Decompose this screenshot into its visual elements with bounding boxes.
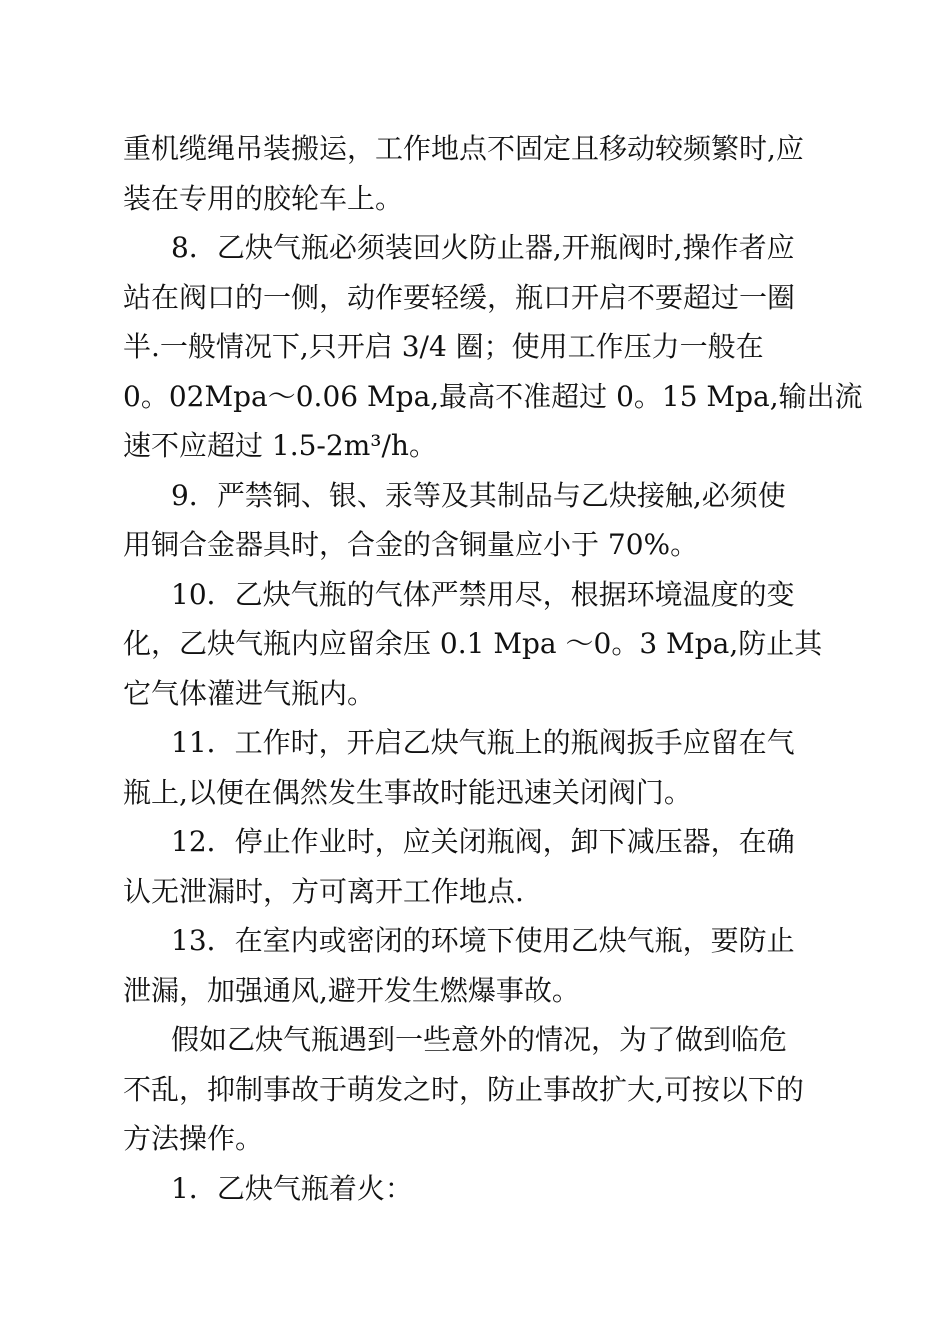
text-line: 9．严禁铜、银、汞等及其制品与乙炔接触,必须使: [171, 478, 786, 512]
text-line: 假如乙炔气瓶遇到一些意外的情况，为了做到临危: [171, 1023, 788, 1056]
paragraph-item-10: [123, 570, 833, 719]
text-line: 用铜合金器具时，合金的含铜量应小于 70%。: [123, 528, 699, 561]
text-line: 半.一般情况下,只开启 3/4 圈；使用工作压力一般在: [123, 330, 764, 363]
text-line: 8．乙炔气瓶必须装回火防止器,开瓶阀时,操作者应: [171, 231, 795, 264]
paragraph-item-8: [123, 223, 863, 471]
text-line: 不乱，抑制事故于萌发之时，防止事故扩大,可按以下的: [123, 1072, 804, 1106]
paragraph-item-12: [123, 817, 833, 916]
paragraph-item-9: [123, 471, 833, 570]
text-line: 方法操作。: [123, 1122, 264, 1155]
paragraph-item-11: [123, 718, 833, 817]
paragraph-subheading-fire: [123, 1164, 833, 1214]
text-line: 瓶上,以便在偶然发生事故时能迅速关闭阀门。: [123, 775, 692, 809]
text-line: 化，乙炔气瓶内应留余压 0.1 Mpa ～0。3 Mpa,防止其: [123, 627, 823, 660]
text-line: 速不应超过 1.5-2m³/h。: [123, 429, 437, 462]
text-line: 重机缆绳吊装搬运，工作地点不固定且移动较频繁时,应: [123, 132, 804, 165]
text-line: 站在阀口的一侧，动作要轻缓，瓶口开启不要超过一圈: [123, 280, 796, 314]
paragraph-continuation: [123, 124, 833, 223]
text-line: 10．乙炔气瓶的气体严禁用尽，根据环境温度的变: [171, 577, 795, 611]
paragraph-intro-emergency: [123, 1015, 833, 1164]
paragraph-item-13: [123, 916, 833, 1015]
text-line: 1．乙炔气瓶着火：: [171, 1171, 413, 1205]
text-line: 它气体灌进气瓶内。: [123, 676, 376, 710]
text-line: 0。02Mpa～0.06 Mpa,最高不准超过 0。15 Mpa,输出流: [123, 379, 863, 413]
text-line: 11．工作时，开启乙炔气瓶上的瓶阀扳手应留在气: [171, 726, 795, 759]
text-line: 认无泄漏时，方可离开工作地点.: [123, 874, 524, 908]
text-line: 12．停止作业时，应关闭瓶阀，卸下减压器，在确: [171, 825, 795, 858]
document-body: [123, 124, 863, 1213]
text-line: 13．在室内或密闭的环境下使用乙炔气瓶，要防止: [171, 924, 795, 957]
text-line: 泄漏，加强通风,避开发生燃爆事故。: [123, 973, 580, 1007]
text-line: 装在专用的胶轮车上。: [123, 181, 404, 215]
